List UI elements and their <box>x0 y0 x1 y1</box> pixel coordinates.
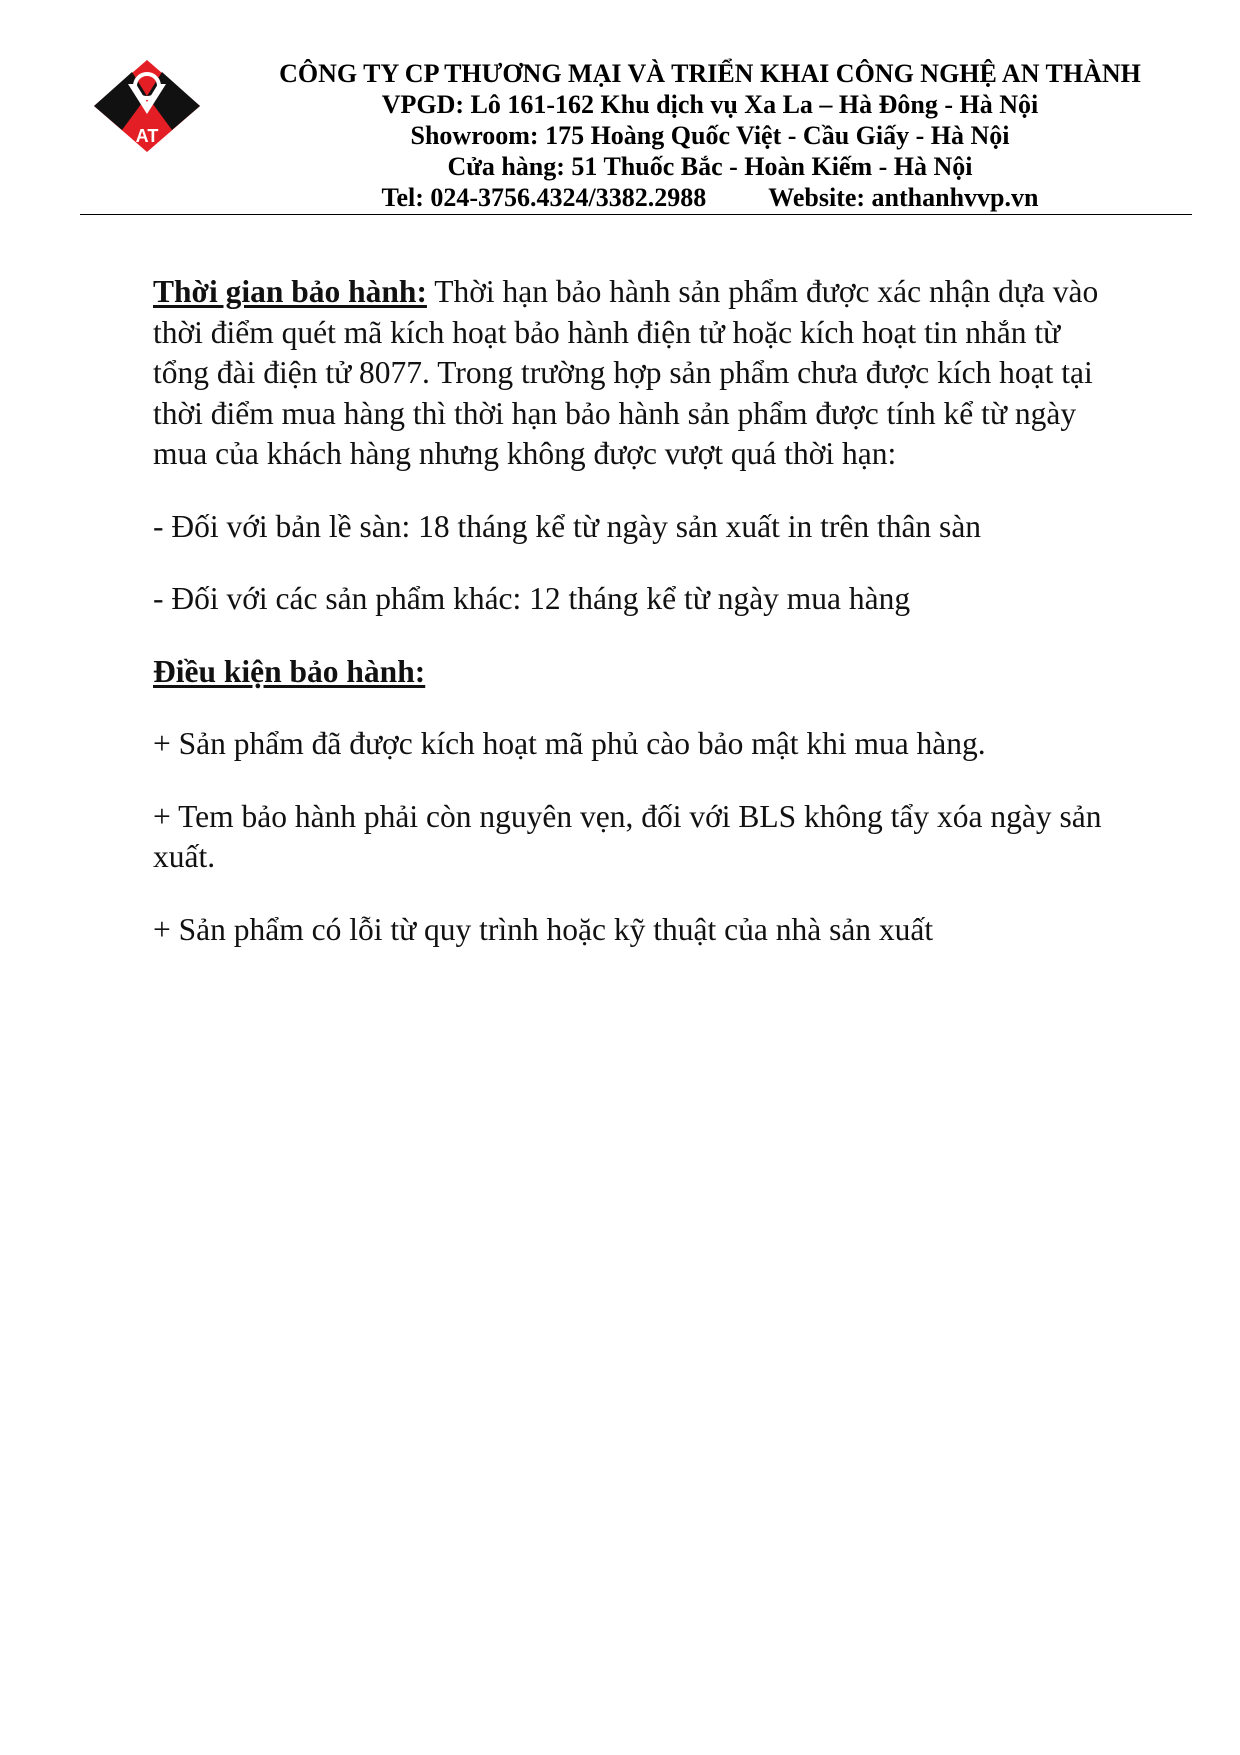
warranty-time-paragraph <box>153 272 1103 475</box>
condition-item: + Sản phẩm có lỗi từ quy trình hoặc kỹ thuật của nhà sản xuất <box>153 911 934 947</box>
letterhead <box>230 58 1190 213</box>
condition-item: + Sản phẩm đã được kích hoạt mã phủ cào bảo mật khi mua hàng. <box>153 726 986 761</box>
company-name: CÔNG TY CP THƯƠNG MẠI VÀ TRIỂN KHAI CÔNG NGHỆ AN THÀNH <box>279 59 1141 88</box>
showroom-address: Showroom: 175 Hoàng Quốc Việt - Cầu Giấy - Hà Nội <box>410 121 1010 150</box>
company-logo <box>92 58 202 158</box>
warranty-time-text: Thời hạn bảo hành sản phẩm được xác nhận dựa vào thời điểm quét mã kích hoạt bảo hành điện tử hoặc kích hoạt tin nhắn từ tổng đài điện tử 8077. Trong trường hợp sản phẩm chưa được kích hoạt tại thời điểm mua hàng thì thời hạn bảo hành sản phẩm được tính kể từ ngày mua của khách hàng nhưng không được vượt quá thời hạn: <box>153 274 1099 471</box>
telephone: Tel: 024-3756.4324/3382.2988 <box>381 183 707 212</box>
condition-item: + Tem bảo hành phải còn nguyên vẹn, đối với BLS không tẩy xóa ngày sản xuất. <box>153 798 1102 874</box>
warranty-time-heading: Thời gian bảo hành: <box>153 274 427 309</box>
website: Website: anthanhvvp.vn <box>768 183 1039 212</box>
warranty-conditions-heading: Điều kiện bảo hành: <box>153 653 426 689</box>
logo-text: AT <box>135 126 159 146</box>
list-item: - Đối với bản lề sàn: 18 tháng kể từ ngày sản xuất in trên thân sàn <box>153 508 982 544</box>
logo-mark <box>92 58 202 158</box>
contact-line <box>230 182 1190 213</box>
header-divider <box>80 214 1192 215</box>
list-item: - Đối với các sản phẩm khác: 12 tháng kể từ ngày mua hàng <box>153 581 911 616</box>
office-address: VPGD: Lô 161-162 Khu dịch vụ Xa La – Hà Đông - Hà Nội <box>381 90 1039 119</box>
document-body <box>153 272 1103 982</box>
store-address: Cửa hàng: 51 Thuốc Bắc - Hoàn Kiếm - Hà Nội <box>447 152 973 181</box>
